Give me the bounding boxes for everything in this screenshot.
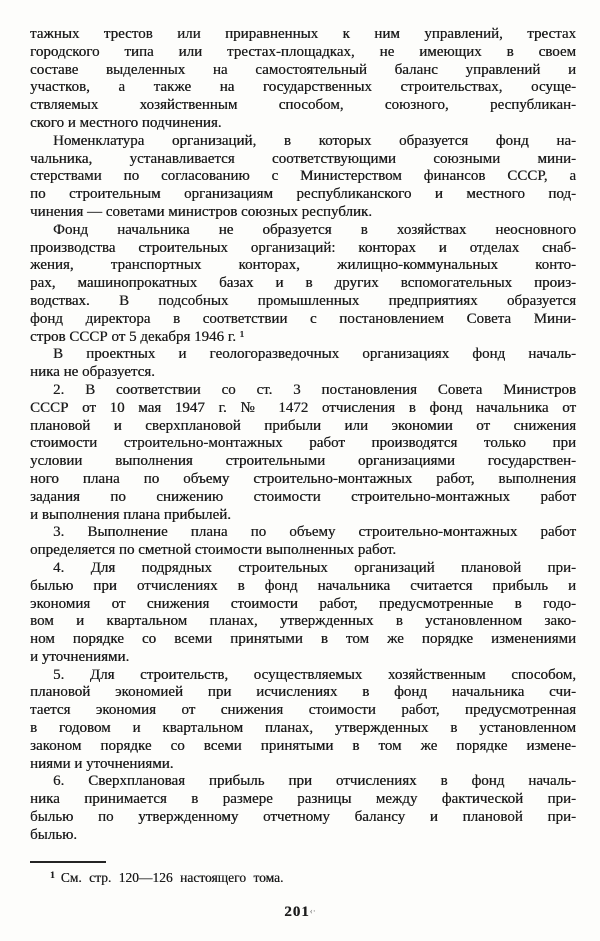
text-line: ника принимается в размере разницы между фактической при-: [30, 791, 576, 808]
text-line: ном порядке со всеми принятыми в том же порядке изменениями: [30, 631, 576, 648]
text-line: в годовом и квартальном планах, утвержденных в установленном: [30, 720, 576, 737]
text-line: чинения — советами министров союзных республик.: [30, 203, 372, 220]
page-number-row: [0, 902, 600, 921]
text-line: былью.: [30, 826, 77, 843]
text-line: по строительным организациям республиканского и местного под-: [30, 186, 576, 203]
text-line: производства строительных организаций: конторах и отделах снаб-: [30, 239, 576, 256]
text-line: ствляемых хозяйственным способом, союзного, республикан-: [30, 97, 576, 114]
text-line: участков, а также на государственных строительствах, осуще-: [30, 79, 576, 96]
text-line: тажных трестов или приравненных к ним управлений, трестах: [30, 26, 576, 42]
text-line: плановой и сверхплановой прибыли или экономии от снижения: [30, 417, 576, 434]
text-line: стоимости строительно-монтажных работ производятся только при: [30, 435, 576, 452]
text-line: Номенклатура организаций, в которых образуется фонд на-: [53, 132, 576, 149]
text-line: Фонд начальника не образуется в хозяйствах неосновного: [53, 221, 576, 238]
text-line: задания по снижению стоимости строительно-монтажных работ: [30, 488, 576, 505]
text-line: плановой экономией при исчислениях в фонд начальника счи-: [30, 684, 576, 701]
text-line: жения, транспортных конторах, жилищно-коммунальных конто-: [30, 257, 576, 274]
text-line: чальника, устанавливается соответствующими союзными мини-: [30, 150, 576, 167]
text-line: тается экономия от снижения стоимости работ, предусмотренная: [30, 702, 576, 719]
footnote: [50, 868, 570, 886]
text-line: СССР от 10 мая 1947 г. № 1472 отчисления в фонд начальника от: [30, 399, 576, 416]
text-line: определяется по сметной стоимости выполненных работ.: [30, 542, 397, 559]
body-text: [30, 26, 576, 845]
text-line: ника не образуется.: [30, 364, 155, 381]
footnote-divider: [30, 861, 106, 863]
text-line: стерствами по согласованию с Министерством финансов СССР, а: [30, 168, 576, 185]
text-line: былью при отчислениях в фонд начальника считается прибыль и: [30, 577, 576, 594]
text-line: и уточнениями.: [30, 648, 130, 665]
text-line: экономия от снижения стоимости работ, предусмотренные в годо-: [30, 595, 576, 612]
text-line: 3. Выполнение плана по объему строительно-монтажных работ: [53, 524, 576, 541]
text-line: вом и квартальном планах, утвержденных в установленном зако-: [30, 613, 576, 630]
text-line: ниями и уточнениями.: [30, 755, 174, 772]
text-line: былью по утвержденному отчетному балансу и плановой при-: [30, 809, 576, 826]
text-line: и выполнения плана прибылей.: [30, 506, 231, 523]
text-line: ного плана по объему строительно-монтажных работ, выполнения: [30, 470, 576, 487]
text-line: законом порядке со всеми принятыми в том же порядке измене-: [30, 737, 576, 754]
text-line: водствах. В подсобных промышленных предприятиях образуется: [30, 292, 576, 309]
footnote-marker: 1: [50, 871, 55, 881]
text-line: фонд директора в соответствии с постановлением Совета Мини-: [30, 310, 576, 327]
text-line: 4. Для подрядных строительных организаций плановой при-: [53, 559, 576, 576]
text-line: 5. Для строительств, осуществляемых хозяйственным способом,: [53, 666, 576, 683]
text-line: В проектных и геологоразведочных организациях фонд началь-: [53, 346, 576, 363]
text-line: условии выполнения строительными организациями государствен-: [30, 453, 576, 470]
footnote-text: См. стр. 120—126 настоящего тома.: [60, 870, 284, 885]
text-line: 2. В соответствии со ст. 3 постановления Совета Министров: [53, 381, 576, 398]
text-line: городского типа или трестах-площадках, не имеющих в своем: [30, 43, 576, 60]
text-line: 6. Сверхплановая прибыль при отчислениях в фонд началь-: [53, 773, 576, 790]
text-line: ского и местного подчинения.: [30, 114, 222, 131]
page-number: 201: [284, 904, 310, 920]
text-line: рах, машинопрокатных базах и в других вспомогательных произ-: [30, 275, 576, 292]
text-line: составе выделенных на самостоятельный баланс управлений и: [30, 61, 576, 78]
scan-smudge-artifact: ‹·: [309, 906, 316, 916]
text-line: стров СССР от 5 декабря 1946 г. ¹: [30, 328, 245, 345]
